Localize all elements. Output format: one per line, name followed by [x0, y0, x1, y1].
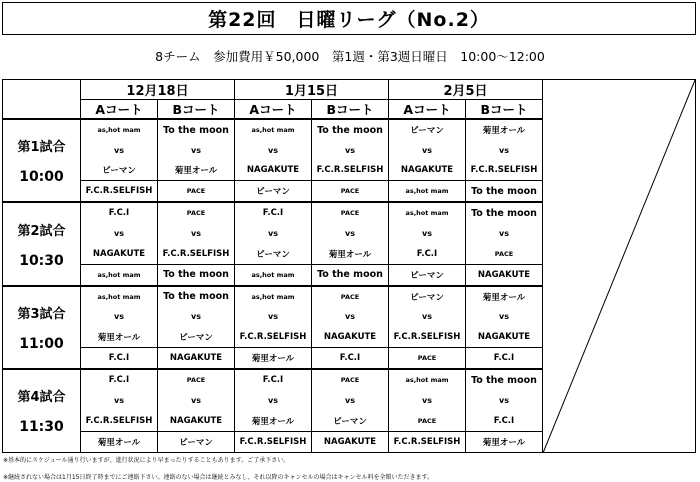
match-time: 10:30 — [19, 252, 64, 269]
vs-label: vs — [389, 390, 466, 410]
court-header: Aコート — [81, 100, 158, 120]
team-cell: as,hot mam — [235, 264, 312, 286]
team-cell: F.C.R.SELFISH — [389, 327, 466, 348]
date-header: 2月5日 — [389, 80, 543, 100]
vs-label: vs — [389, 307, 466, 327]
team-cell: F.C.I — [235, 369, 312, 390]
match-name: 第4試合 — [17, 390, 66, 406]
team-cell: as,hot mam — [235, 119, 312, 140]
team-cell: F.C.I — [235, 202, 312, 223]
vs-label: vs — [235, 223, 312, 243]
team-cell: To the moon — [312, 264, 389, 286]
team-cell: as,hot mam — [235, 286, 312, 307]
team-cell: F.C.R.SELFISH — [466, 160, 543, 181]
team-cell: To the moon — [466, 369, 543, 390]
court-header: Aコート — [389, 100, 466, 120]
court-header: Bコート — [158, 100, 235, 120]
blank-diagonal-cell — [543, 80, 696, 453]
match-time: 11:00 — [19, 335, 64, 352]
team-cell: To the moon — [312, 119, 389, 140]
team-cell: PACE — [312, 369, 389, 390]
team-cell: F.C.R.SELFISH — [235, 327, 312, 348]
team-cell: ピーマン — [389, 286, 466, 307]
team-cell: 菊里オール — [235, 348, 312, 370]
vs-label: vs — [312, 223, 389, 243]
match-label — [3, 286, 81, 369]
vs-label: vs — [312, 140, 389, 160]
team-cell: To the moon — [158, 286, 235, 307]
match-time: 11:30 — [19, 419, 64, 436]
team-cell: 菊里オール — [466, 431, 543, 452]
team-cell: PACE — [312, 181, 389, 203]
team-cell: 菊里オール — [235, 411, 312, 432]
team-cell: as,hot mam — [389, 181, 466, 203]
match-label — [3, 119, 81, 202]
team-cell: To the moon — [466, 202, 543, 223]
vs-label: vs — [312, 390, 389, 410]
team-cell: 菊里オール — [312, 244, 389, 265]
team-cell: F.C.I — [466, 348, 543, 370]
vs-label: vs — [389, 223, 466, 243]
table-corner — [3, 80, 81, 120]
team-cell: as,hot mam — [81, 286, 158, 307]
vs-label: vs — [466, 223, 543, 243]
team-cell: F.C.R.SELFISH — [389, 431, 466, 452]
team-cell: NAGAKUTE — [158, 348, 235, 370]
team-cell: NAGAKUTE — [312, 431, 389, 452]
team-cell: as,hot mam — [389, 369, 466, 390]
team-cell: F.C.R.SELFISH — [158, 244, 235, 265]
team-cell: as,hot mam — [389, 202, 466, 223]
team-cell: ピーマン — [235, 244, 312, 265]
vs-label: vs — [466, 140, 543, 160]
team-cell: 菊里オール — [81, 327, 158, 348]
team-cell: To the moon — [158, 119, 235, 140]
team-cell: PACE — [466, 244, 543, 265]
match-label — [3, 369, 81, 452]
team-cell: PACE — [158, 369, 235, 390]
court-header: Aコート — [235, 100, 312, 120]
team-cell: as,hot mam — [81, 119, 158, 140]
team-cell: ピーマン — [235, 181, 312, 203]
team-cell: 菊里オール — [81, 431, 158, 452]
vs-label: vs — [81, 390, 158, 410]
vs-label: vs — [389, 140, 466, 160]
team-cell: To the moon — [158, 264, 235, 286]
team-cell: NAGAKUTE — [466, 327, 543, 348]
team-cell: PACE — [312, 286, 389, 307]
team-cell: PACE — [389, 411, 466, 432]
vs-label: vs — [158, 140, 235, 160]
match-name: 第3試合 — [17, 306, 66, 322]
vs-label: vs — [235, 140, 312, 160]
team-cell: F.C.I — [81, 202, 158, 223]
team-cell: ピーマン — [158, 327, 235, 348]
team-cell: ピーマン — [158, 431, 235, 452]
team-cell: 菊里オール — [466, 286, 543, 307]
court-header: Bコート — [312, 100, 389, 120]
team-cell: ピーマン — [312, 411, 389, 432]
match-name: 第2試合 — [17, 223, 66, 239]
page-title: 第22回 日曜リーグ（No.2） — [2, 2, 696, 35]
team-cell: NAGAKUTE — [81, 244, 158, 265]
team-cell: F.C.R.SELFISH — [235, 431, 312, 452]
vs-label: vs — [158, 223, 235, 243]
match-time: 10:00 — [19, 169, 64, 186]
team-cell: NAGAKUTE — [158, 411, 235, 432]
vs-label: vs — [81, 307, 158, 327]
vs-label: vs — [158, 307, 235, 327]
league-info: 8チーム 参加費用￥50,000 第1週・第3週日曜日 10:00〜12:00 — [155, 49, 545, 64]
team-cell: 菊里オール — [158, 160, 235, 181]
team-cell: F.C.I — [466, 411, 543, 432]
vs-label: vs — [81, 223, 158, 243]
team-cell: ピーマン — [389, 264, 466, 286]
vs-label: vs — [312, 307, 389, 327]
team-cell: F.C.I — [312, 348, 389, 370]
team-cell: NAGAKUTE — [389, 160, 466, 181]
team-cell: NAGAKUTE — [312, 327, 389, 348]
team-cell: PACE — [158, 202, 235, 223]
court-header: Bコート — [466, 100, 543, 120]
match-label — [3, 202, 81, 285]
date-header: 12月18日 — [81, 80, 235, 100]
diagonal-line — [543, 80, 696, 452]
vs-label: vs — [466, 307, 543, 327]
team-cell: NAGAKUTE — [466, 264, 543, 286]
cancellation-note: ※継続されない場合は1月15日終了時までにご連絡下さい。連絡のない場合は継続とみなし、それ以降のキャンセルの場合はキャンセル料を全額いただきます。 — [3, 474, 434, 481]
vs-label: vs — [81, 140, 158, 160]
schedule-note: ※基本的にスケジュール通り行いますが、進行状況により早まったりすることもあります。ご了承下さい。 — [3, 457, 290, 464]
team-cell: as,hot mam — [81, 264, 158, 286]
vs-label: vs — [466, 390, 543, 410]
team-cell: 菊里オール — [466, 119, 543, 140]
vs-label: vs — [235, 390, 312, 410]
date-header: 1月15日 — [235, 80, 389, 100]
team-cell: NAGAKUTE — [235, 160, 312, 181]
team-cell: F.C.R.SELFISH — [312, 160, 389, 181]
team-cell: PACE — [389, 348, 466, 370]
schedule-table — [2, 79, 696, 453]
team-cell: PACE — [158, 181, 235, 203]
team-cell: F.C.R.SELFISH — [81, 181, 158, 203]
team-cell: ピーマン — [81, 160, 158, 181]
team-cell: F.C.I — [81, 369, 158, 390]
team-cell: To the moon — [466, 181, 543, 203]
diagonal-stroke — [543, 80, 695, 452]
vs-label: vs — [158, 390, 235, 410]
team-cell: F.C.R.SELFISH — [81, 411, 158, 432]
team-cell: F.C.I — [81, 348, 158, 370]
match-name: 第1試合 — [17, 140, 66, 156]
team-cell: F.C.I — [389, 244, 466, 265]
vs-label: vs — [235, 307, 312, 327]
team-cell: ピーマン — [389, 119, 466, 140]
team-cell: PACE — [312, 202, 389, 223]
